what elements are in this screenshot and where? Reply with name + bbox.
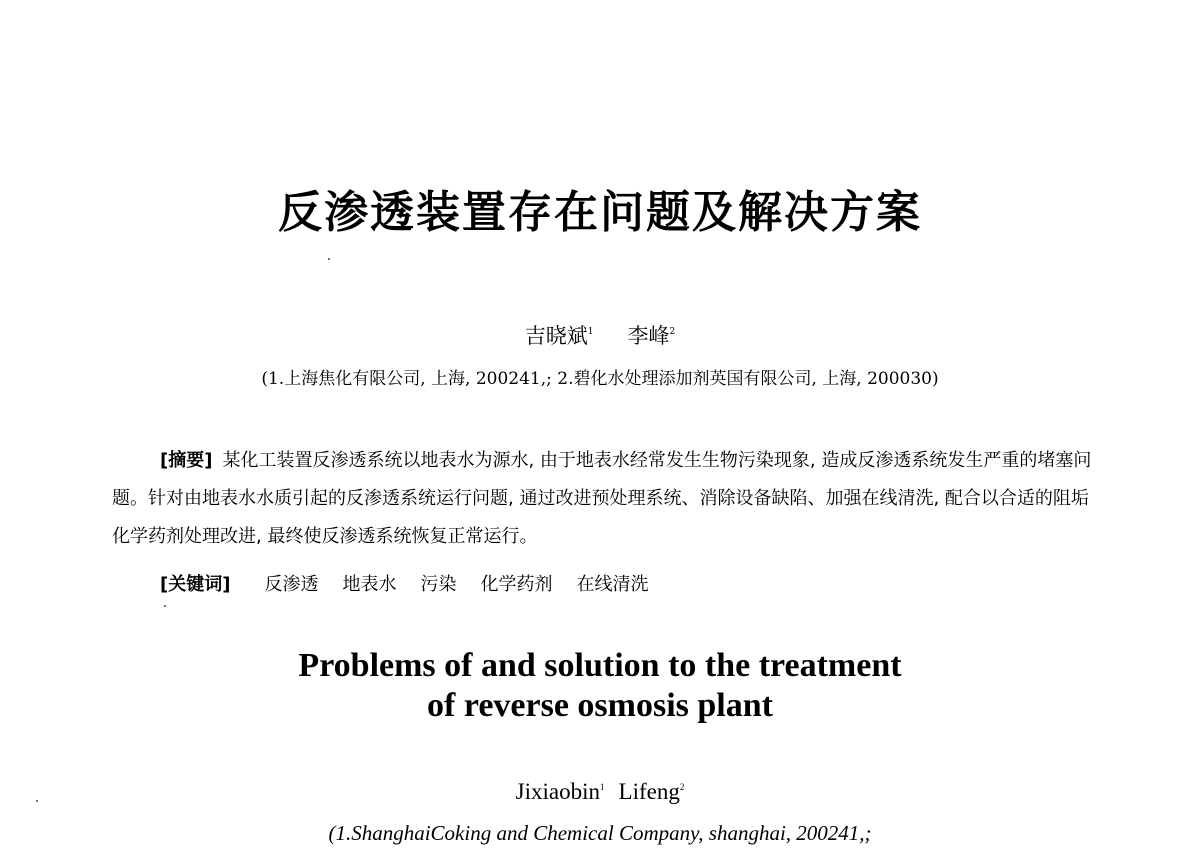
scan-speck [164, 605, 166, 607]
author-name: Lifeng [618, 779, 680, 804]
keywords-label: [关键词] [160, 574, 231, 595]
chinese-keywords [160, 570, 648, 600]
affiliation-mark: 1 [587, 327, 594, 337]
author-name: 吉晓斌 [524, 324, 588, 348]
english-title-line: Problems of and solution to the treatment [298, 647, 902, 684]
chinese-title: 反渗透装置存在问题及解决方案 [278, 187, 922, 238]
keyword: 地表水 [342, 574, 397, 595]
affiliation-mark: 2 [669, 327, 676, 337]
chinese-abstract [112, 442, 1097, 556]
abstract-text: 某化工装置反渗透系统以地表水为源水, 由于地表水经常发生生物污染现象, 造成反渗透系统发生严重的堵塞问题。针对由地表水水质引起的反渗透系统运行问题, 通过改进预处理系统、消除设备缺陷、加强在线清洗, 配合以合适的阻垢化学药剂处理改进, 最终使反渗透系统恢复正常运行。 [112, 450, 1092, 547]
chinese-authors [0, 322, 1200, 350]
english-title [0, 646, 1200, 726]
author-name: 李峰 [627, 324, 670, 348]
author-name: Jixiaobin [515, 779, 601, 804]
keyword: 反渗透 [264, 574, 319, 595]
abstract-label: [摘要] [160, 450, 213, 471]
affiliation-mark: 1 [600, 782, 605, 792]
english-title-line: of reverse osmosis plant [427, 687, 773, 724]
english-affiliation: (1.ShanghaiCoking and Chemical Company, shanghai, 200241,; [328, 821, 872, 845]
english-authors [0, 778, 1200, 806]
chinese-affiliation: (1.上海焦化有限公司, 上海, 200241,; 2.碧化水处理添加剂英国有限公司, 上海, 200030) [261, 369, 939, 389]
keyword: 污染 [420, 574, 457, 595]
affiliation-mark: 2 [679, 782, 685, 792]
keyword: 在线清洗 [576, 574, 649, 595]
scan-speck [328, 258, 330, 260]
scan-speck [36, 800, 38, 802]
keyword: 化学药剂 [480, 574, 553, 595]
